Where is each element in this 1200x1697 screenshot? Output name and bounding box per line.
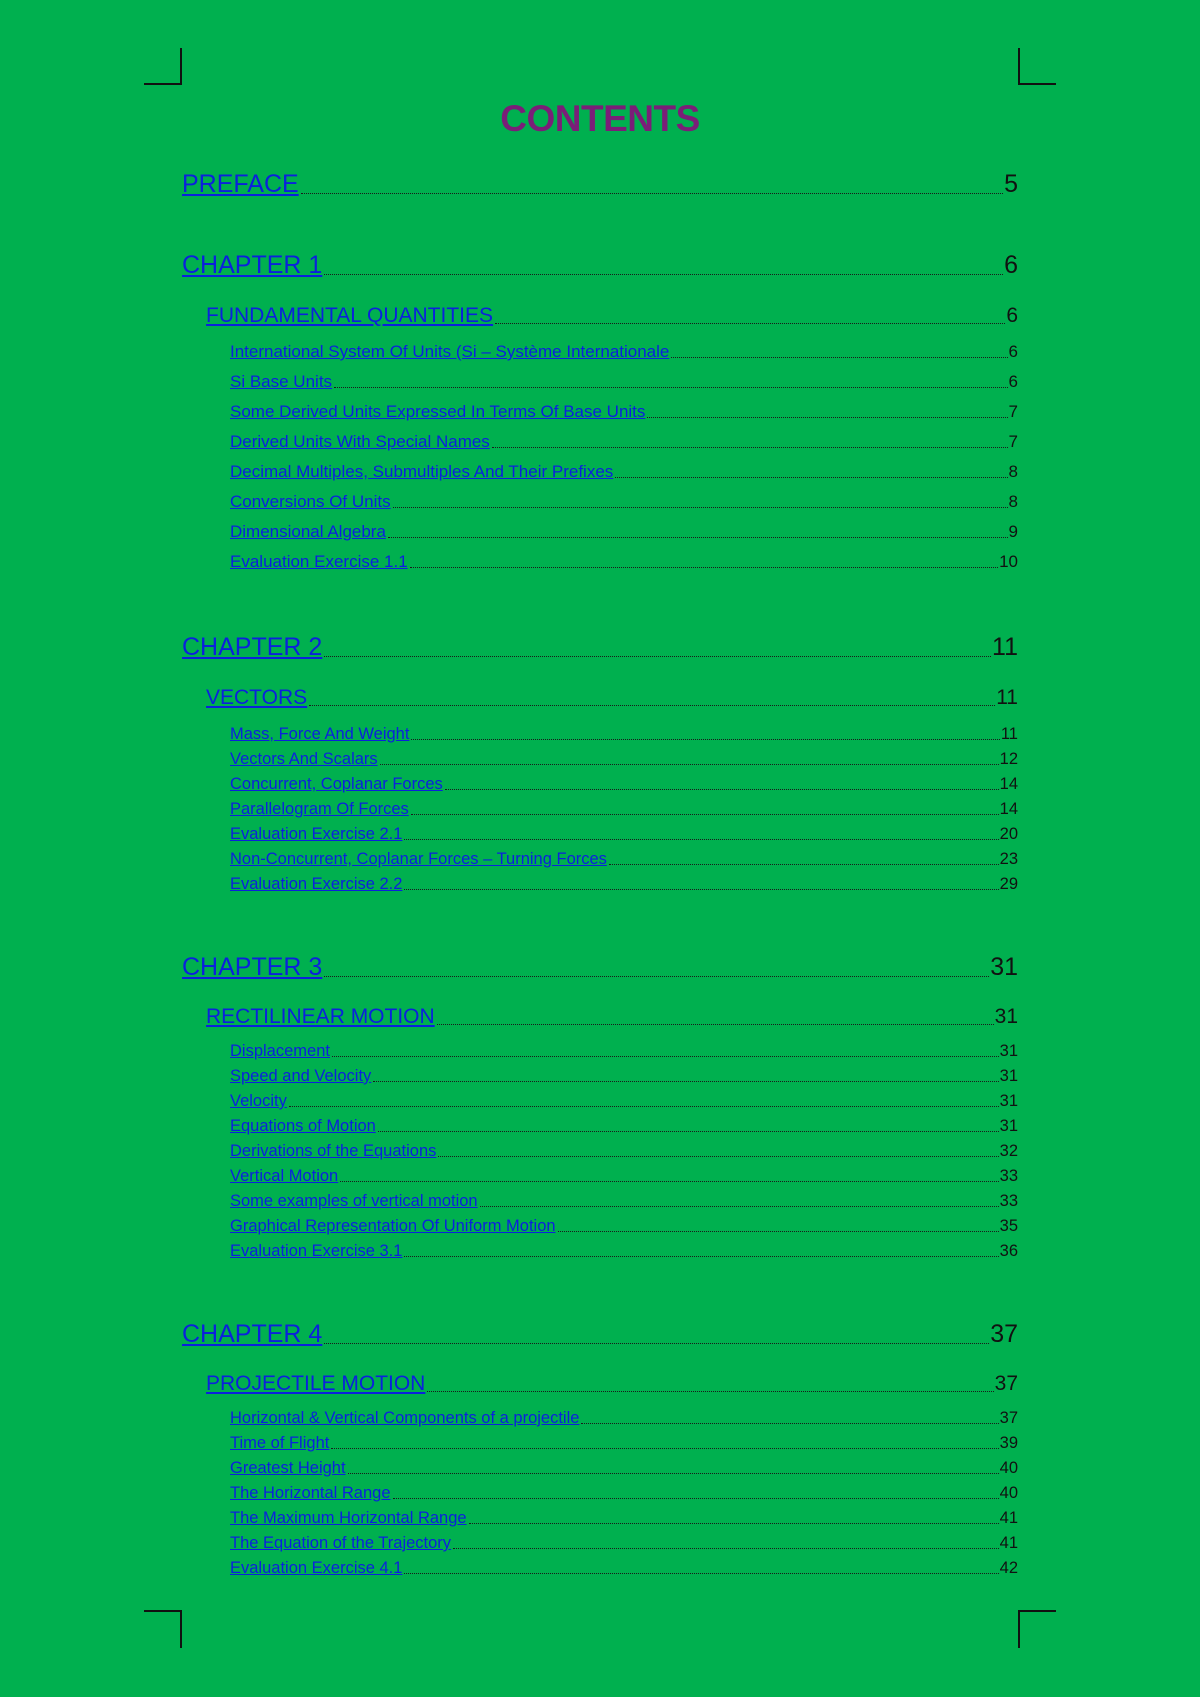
toc-link[interactable]: Time of Flight	[230, 1434, 330, 1452]
toc-entry-chapter[interactable]	[182, 953, 1018, 982]
toc-link[interactable]: Graphical Representation Of Uniform Motion	[230, 1217, 556, 1235]
page-number: 40	[999, 1459, 1018, 1477]
toc-link[interactable]: Derived Units With Special Names	[230, 432, 490, 451]
toc-entry-item[interactable]	[230, 1092, 1018, 1111]
toc-entry-item[interactable]	[230, 1434, 1018, 1453]
dot-leader	[410, 567, 998, 568]
toc-entry-item[interactable]	[230, 1217, 1018, 1236]
toc-link[interactable]: Vertical Motion	[230, 1167, 339, 1185]
toc-link[interactable]: International System Of Units (Si – Système Internationale	[230, 342, 670, 361]
toc-link[interactable]: Concurrent, Coplanar Forces	[230, 775, 443, 793]
page-number: 37	[994, 1372, 1018, 1395]
dot-leader	[615, 477, 1007, 478]
toc-link[interactable]: Non-Concurrent, Coplanar Forces – Turning Forces	[230, 850, 607, 868]
dot-leader	[404, 1256, 998, 1257]
page-number: 23	[999, 850, 1018, 868]
page-number: 7	[1008, 432, 1018, 451]
crop-mark-top-right-v	[1018, 48, 1020, 85]
page-number: 6	[1008, 342, 1018, 361]
toc-entry-item[interactable]	[230, 1559, 1018, 1578]
dot-leader	[324, 274, 1003, 275]
page-number: 31	[999, 1117, 1018, 1135]
page-number: 32	[999, 1142, 1018, 1160]
toc-link[interactable]: Velocity	[230, 1092, 287, 1110]
toc-entry-item[interactable]	[230, 492, 1018, 512]
page-number: 7	[1008, 402, 1018, 421]
toc-entry-item[interactable]	[230, 1484, 1018, 1503]
toc-entry-item[interactable]	[230, 800, 1018, 819]
dot-leader	[340, 1181, 998, 1182]
dot-leader	[445, 789, 999, 790]
toc-entry-section[interactable]	[206, 686, 1018, 710]
toc-link[interactable]: PREFACE	[182, 170, 299, 198]
page-number: 6	[1004, 251, 1018, 279]
toc-link[interactable]: Evaluation Exercise 2.1	[230, 825, 403, 843]
dot-leader	[647, 417, 1007, 418]
page-number: 31	[999, 1042, 1018, 1060]
page-title: CONTENTS	[500, 98, 700, 139]
toc-entry-item[interactable]	[230, 850, 1018, 869]
toc-entry-chapter[interactable]	[182, 1320, 1018, 1349]
page-number: 8	[1008, 492, 1018, 511]
toc-entry-item[interactable]	[230, 775, 1018, 794]
dot-leader	[427, 1391, 993, 1392]
toc-entry-chapter[interactable]	[182, 633, 1018, 662]
dot-leader	[388, 537, 1008, 538]
dot-leader	[581, 1423, 998, 1424]
dot-leader	[438, 1156, 998, 1157]
toc-entry-preface[interactable]	[182, 170, 1018, 199]
dot-leader	[404, 839, 998, 840]
toc-link[interactable]: Evaluation Exercise 3.1	[230, 1242, 403, 1260]
dot-leader	[480, 1206, 999, 1207]
page-number: 39	[999, 1434, 1018, 1452]
page-number: 35	[999, 1217, 1018, 1235]
dot-leader	[324, 976, 989, 977]
toc-entry-item[interactable]	[230, 402, 1018, 422]
page-number: 31	[994, 1005, 1018, 1028]
page-number: 36	[999, 1242, 1018, 1260]
toc-link[interactable]: Vectors And Scalars	[230, 750, 378, 768]
dot-leader	[411, 814, 999, 815]
toc-entry-item[interactable]	[230, 875, 1018, 894]
toc-entry-item[interactable]	[230, 1534, 1018, 1553]
dot-leader	[380, 764, 999, 765]
toc-entry-item[interactable]	[230, 750, 1018, 769]
page-number: 29	[999, 875, 1018, 893]
toc-link[interactable]: CHAPTER 3	[182, 953, 323, 981]
page-number: 10	[999, 552, 1018, 571]
toc-link[interactable]: Dimensional Algebra	[230, 522, 386, 541]
toc-link[interactable]: The Horizontal Range	[230, 1484, 391, 1502]
page-number: 11	[992, 633, 1018, 661]
toc-entry-item[interactable]	[230, 552, 1018, 572]
dot-leader	[324, 1343, 989, 1344]
dot-leader	[334, 387, 1007, 388]
page-number: 11	[996, 686, 1018, 709]
toc-entry-item[interactable]	[230, 372, 1018, 392]
page-number: 6	[1008, 372, 1018, 391]
toc-entry-item[interactable]	[230, 1167, 1018, 1186]
toc-entry-item[interactable]	[230, 1192, 1018, 1211]
dot-leader	[453, 1548, 999, 1549]
toc-entry-item[interactable]	[230, 432, 1018, 452]
toc-link[interactable]: CHAPTER 4	[182, 1320, 323, 1348]
page-number: 14	[999, 800, 1018, 818]
toc-link[interactable]: The Maximum Horizontal Range	[230, 1509, 467, 1527]
crop-mark-top-left-h	[144, 83, 182, 85]
dot-leader	[411, 739, 999, 740]
dot-leader	[671, 357, 1007, 358]
toc-entry-item[interactable]	[230, 1117, 1018, 1136]
page-number: 31	[999, 1067, 1018, 1085]
crop-mark-top-left-v	[180, 48, 182, 85]
toc-link[interactable]: The Equation of the Trajectory	[230, 1534, 452, 1552]
dot-leader	[469, 1523, 999, 1524]
toc-link[interactable]: Some Derived Units Expressed In Terms Of Base Units	[230, 402, 646, 421]
crop-mark-bottom-right-h	[1018, 1610, 1056, 1612]
page-number: 37	[990, 1320, 1018, 1348]
dot-leader	[393, 507, 1008, 508]
toc-link[interactable]: Decimal Multiples, Submultiples And Their Prefixes	[230, 462, 614, 481]
page-number: 40	[999, 1484, 1018, 1502]
toc-link[interactable]: Some examples of vertical motion	[230, 1192, 478, 1210]
toc-entry-item[interactable]	[230, 342, 1018, 362]
toc-entry-item[interactable]	[230, 1067, 1018, 1086]
page-number: 31	[999, 1092, 1018, 1110]
dot-leader	[289, 1106, 999, 1107]
toc-link[interactable]: Speed and Velocity	[230, 1067, 372, 1085]
dot-leader	[404, 889, 998, 890]
toc-link[interactable]: RECTILINEAR MOTION	[206, 1005, 435, 1028]
toc-link[interactable]: VECTORS	[206, 686, 308, 709]
page-number: 37	[999, 1409, 1018, 1427]
dot-leader	[495, 323, 1005, 324]
toc-entry-item[interactable]	[230, 1509, 1018, 1528]
toc-link[interactable]: Conversions Of Units	[230, 492, 391, 511]
toc-link[interactable]: Greatest Height	[230, 1459, 346, 1477]
page-number: 5	[1004, 170, 1018, 198]
page-number: 41	[999, 1509, 1018, 1527]
page-number: 41	[999, 1534, 1018, 1552]
toc-entry-section[interactable]	[206, 1005, 1018, 1029]
toc-link[interactable]: Mass, Force And Weight	[230, 725, 410, 743]
toc-link[interactable]: Displacement	[230, 1042, 330, 1060]
dot-leader	[393, 1498, 999, 1499]
toc-entry-item[interactable]	[230, 825, 1018, 844]
toc-link[interactable]: Horizontal & Vertical Components of a projectile	[230, 1409, 580, 1427]
toc-link[interactable]: Si Base Units	[230, 372, 333, 391]
dot-leader	[331, 1448, 998, 1449]
toc-link[interactable]: Evaluation Exercise 2.2	[230, 875, 403, 893]
toc-link[interactable]: Derivations of the Equations	[230, 1142, 437, 1160]
toc-link[interactable]: CHAPTER 1	[182, 251, 323, 279]
toc-entry-item[interactable]	[230, 1042, 1018, 1061]
toc-entry-item[interactable]	[230, 1242, 1018, 1261]
dot-leader	[348, 1473, 999, 1474]
toc-entry-section[interactable]	[206, 1372, 1018, 1396]
toc-link[interactable]: FUNDAMENTAL QUANTITIES	[206, 304, 494, 327]
crop-mark-top-right-h	[1018, 83, 1056, 85]
dot-leader	[378, 1131, 999, 1132]
toc-entry-item[interactable]	[230, 1459, 1018, 1478]
page-number: 11	[1000, 725, 1018, 743]
dot-leader	[609, 864, 999, 865]
dot-leader	[373, 1081, 998, 1082]
page-number: 8	[1008, 462, 1018, 481]
dot-leader	[492, 447, 1008, 448]
toc-entry-item[interactable]	[230, 725, 1018, 744]
page-number: 42	[999, 1559, 1018, 1577]
toc-link[interactable]: Evaluation Exercise 1.1	[230, 552, 408, 571]
dot-leader	[404, 1573, 998, 1574]
toc-entry-item[interactable]	[230, 522, 1018, 542]
dot-leader	[437, 1024, 994, 1025]
crop-mark-bottom-left-h	[144, 1610, 182, 1612]
toc-entry-chapter[interactable]	[182, 251, 1018, 280]
toc-link[interactable]: Parallelogram Of Forces	[230, 800, 409, 818]
toc-link[interactable]: Evaluation Exercise 4.1	[230, 1559, 403, 1577]
page-number: 31	[990, 953, 1018, 981]
toc-entry-item[interactable]	[230, 462, 1018, 482]
page-number: 9	[1008, 522, 1018, 541]
toc-link[interactable]: PROJECTILE MOTION	[206, 1372, 426, 1395]
toc-link[interactable]: Equations of Motion	[230, 1117, 376, 1135]
crop-mark-bottom-left-v	[180, 1610, 182, 1648]
toc-entry-item[interactable]	[230, 1409, 1018, 1428]
page-number: 20	[999, 825, 1018, 843]
dot-leader	[558, 1231, 999, 1232]
toc-link[interactable]: CHAPTER 2	[182, 633, 323, 661]
crop-mark-bottom-right-v	[1018, 1610, 1020, 1648]
toc-entry-item[interactable]	[230, 1142, 1018, 1161]
dot-leader	[324, 656, 991, 657]
page-number: 33	[999, 1192, 1018, 1210]
page-number: 6	[1006, 304, 1018, 327]
toc-entry-section[interactable]	[206, 304, 1018, 328]
dot-leader	[301, 193, 1003, 194]
dot-leader	[332, 1056, 999, 1057]
page-number: 12	[999, 750, 1018, 768]
page-number: 14	[999, 775, 1018, 793]
page-number: 33	[999, 1167, 1018, 1185]
dot-leader	[309, 705, 995, 706]
